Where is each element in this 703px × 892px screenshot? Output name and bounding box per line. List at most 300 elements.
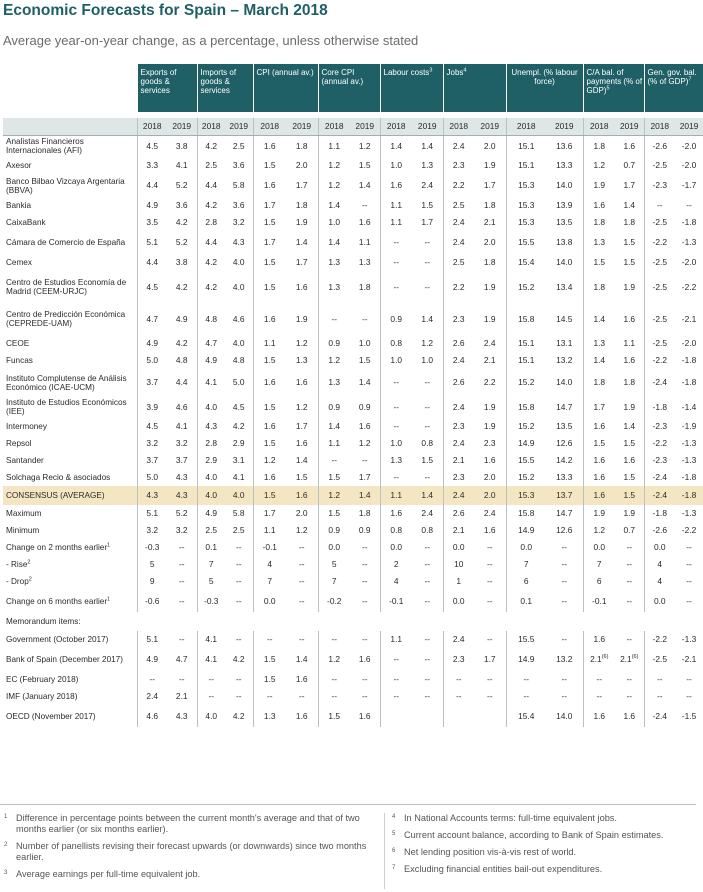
data-cell: 1.2 [358,438,371,448]
forecaster-row [3,197,703,214]
data-cell: -2.4 [644,486,675,505]
data-cell: -- [298,595,305,606]
year-header-cell: 2018 [253,118,286,135]
data-cell: -- [506,688,546,705]
data-cell: 6 [583,573,615,590]
row-label [3,369,137,396]
footnote [392,830,692,841]
data-cell [412,705,443,727]
data-cell: 1.1 [380,486,412,505]
data-cell: -2.2 [644,352,675,369]
data-cell: 4.0 [197,705,225,727]
data-cell: 0.8 [421,525,434,535]
data-cell: 4.2 [232,654,245,664]
data-cell: -2.0 [681,257,697,267]
row-label-text: Bank of Spain (December 2017) [6,655,123,664]
data-cell: 1.0 [318,214,350,231]
footnote-mark: 1 [107,542,111,549]
data-cell: -2.2 [644,631,675,648]
data-cell: 1.2 [295,401,308,412]
data-cell: 2.0 [474,486,506,505]
forecaster-row [3,231,703,254]
data-cell: 13.3 [556,472,573,482]
data-cell: 13.5 [556,421,573,431]
data-cell: -- [486,559,493,569]
year-header-cell: 2019 [350,118,380,135]
data-cell: 2.5 [197,157,225,174]
data-cell: -- [235,559,242,569]
footnote-mark: 4 [463,67,467,74]
forecaster-row [3,452,703,469]
data-cell: -- [298,542,305,552]
footnotes-left [4,813,374,886]
data-cell: -2.5 [644,335,675,352]
data-cell: 0.9 [380,303,412,335]
data-cell: 1.6 [380,505,412,522]
data-cell: 1.6 [295,281,308,292]
data-cell: 2.0 [483,237,496,247]
data-cell: 15.1 [506,352,546,369]
data-cell: -- [380,254,412,271]
data-cell: -- [506,671,546,688]
row-label [3,671,137,688]
data-cell: -- [486,634,493,644]
data-cell: -- [626,595,633,606]
data-cell: 4.3 [175,710,188,721]
data-cell: 0.9 [358,525,371,535]
data-cell: 1.3 [358,257,371,267]
data-cell: 1.4 [358,377,371,387]
data-cell: 1.4 [623,421,636,431]
data-cell: -- [626,576,633,586]
data-cell: 4.0 [197,469,225,486]
data-cell: 2.6 [443,335,474,352]
data-cell: 0.0 [318,539,350,556]
data-cell: 1.6 [623,140,636,151]
data-cell: 15.2 [506,369,546,396]
data-cell: 1.4 [295,237,308,247]
data-cell: 1.6 [358,217,371,227]
data-cell: 1.5 [253,254,286,271]
row-label [3,254,137,271]
row-label [3,688,137,705]
data-cell: -2.2 [644,231,675,254]
data-cell: 2.1 [443,522,474,539]
data-cell: 1.5 [253,486,286,505]
row-label-text: Intermoney [6,422,47,431]
data-cell: 4 [644,556,675,573]
data-cell: -1.8 [681,472,697,482]
data-cell: 1.4 [295,654,308,664]
data-cell: 4.9 [197,505,225,522]
year-header-cell: 2019 [225,118,253,135]
data-cell: 2.9 [197,452,225,469]
data-cell: 15.1 [506,135,546,157]
data-cell: 3.9 [137,396,167,418]
data-cell: 0.9 [318,335,350,352]
data-cell: 0.0 [443,539,474,556]
data-cell: 1.6 [380,174,412,197]
data-cell: 1.8 [295,200,308,210]
data-cell: 4.5 [137,271,167,303]
data-cell: 4.2 [175,338,188,348]
data-cell: 1.9 [623,281,636,292]
data-cell: 1.3 [583,335,615,352]
data-cell: 7 [583,556,615,573]
data-cell: -- [235,691,242,701]
data-cell: 1 [443,573,474,590]
data-cell: 15.3 [506,486,546,505]
column-group-label: C/A bal. of payments (% of GDP) [586,68,643,95]
data-cell: 4.3 [232,237,245,247]
data-cell: 1.0 [421,355,434,365]
footnote-mark: 4 [392,814,396,820]
row-label-text: Instituto Complutense de Análisis Económico (ICAE-UCM) [6,373,127,392]
data-cell: 1.9 [483,401,496,412]
data-cell: -- [197,671,225,688]
row-label-text: Bankia [6,201,32,210]
data-cell: 1.1 [380,631,412,648]
summary-row [3,573,703,590]
footnote [392,847,692,858]
data-cell: 1.6 [295,674,308,684]
data-cell: 1.6 [253,469,286,486]
data-cell: 4 [380,573,412,590]
row-label-text: Banco Bilbao Vizcaya Argentaria (BBVA) [6,176,125,195]
data-cell: 2.4 [483,338,496,348]
data-cell: 2.4 [421,180,434,190]
forecaster-row [3,418,703,435]
data-cell: 2.5 [443,197,474,214]
footnote [4,869,374,880]
footnote-mark: 5 [392,831,396,837]
footnote-text: Excluding financial entities bail-out expenditures. [404,864,603,874]
data-cell: -- [443,671,474,688]
data-cell: 13.7 [546,486,583,505]
data-cell: 15.5 [506,231,546,254]
data-cell: -- [486,691,493,701]
data-cell: 13.6 [556,140,573,151]
data-cell: 15.5 [506,631,546,648]
row-label-text: Minimum [6,526,40,535]
memo-heading [3,612,703,631]
data-cell: 3.7 [137,369,167,396]
data-cell [443,705,474,727]
data-cell: 1.9 [623,508,636,518]
data-cell: 2.0 [483,140,496,151]
forecaster-row [3,254,703,271]
data-cell: -- [318,688,350,705]
data-cell: -1.8 [681,355,697,365]
data-cell: 2.3 [443,469,474,486]
data-cell: 1.0 [358,338,371,348]
data-cell: 1.5 [253,435,286,452]
data-cell: 6 [506,573,546,590]
data-cell: 4.2 [197,271,225,303]
data-cell: 1.2 [583,522,615,539]
row-label-text: Centro de Estudios Economía de Madrid (CEEM-URJC) [6,278,127,296]
footnote-mark: 2 [28,576,32,583]
row-label-text: Instituto de Estudios Económicos (IEE) [6,398,127,416]
footnote-divider [384,813,385,889]
footnote-mark: 7 [392,865,396,871]
row-label [3,469,137,486]
data-cell: 2.0 [295,508,308,518]
row-label [3,505,137,522]
data-cell: 15.3 [506,214,546,231]
data-cell: -0.2 [318,590,350,612]
data-cell: 1.1 [380,197,412,214]
data-cell: -- [424,691,431,701]
data-cell: 4 [644,573,675,590]
footnote-mark: 6 [392,848,396,854]
data-cell: 2.0 [483,472,496,482]
data-cell: 4.7 [137,303,167,335]
year-header-cell: 2019 [286,118,318,135]
row-label [3,303,137,335]
row-label [3,573,137,590]
data-cell: 1.1 [318,435,350,452]
row-label [3,631,137,648]
year-header-cell: 2018 [197,118,225,135]
row-label [3,435,137,452]
column-group-label: Core CPI (annual av.) [321,68,364,86]
forecaster-row [3,214,703,231]
data-cell: 2.4 [421,508,434,518]
data-cell: -- [298,634,305,644]
data-cell: 5.2 [175,508,188,518]
data-cell: 1.5 [615,486,644,505]
data-cell: 4.6 [175,401,188,412]
year-row [3,118,703,135]
row-label-text: CaixaBank [6,218,46,227]
forecaster-row [3,157,703,174]
data-cell: 1.6 [358,421,371,431]
data-cell: 1.7 [253,231,286,254]
data-cell: 4.3 [167,486,197,505]
data-cell [380,705,412,727]
year-header-cell: 2018 [137,118,167,135]
data-cell: -2.5 [644,214,675,231]
data-cell: -- [318,303,350,335]
data-cell: 4.4 [197,231,225,254]
data-cell: -- [361,455,368,465]
data-cell: 7 [506,556,546,573]
data-cell: 5.8 [232,508,245,518]
data-cell: -- [197,688,225,705]
data-cell: -2.1 [681,654,697,664]
data-cell: 2.3 [443,648,474,671]
data-cell: -1.3 [681,237,697,247]
data-cell: -1.8 [644,505,675,522]
data-cell: -- [380,396,412,418]
row-label-text: Analistas Financieros Internacionales (AFI) [6,137,84,156]
data-cell: 13.2 [556,355,573,365]
data-cell: 1.0 [380,157,412,174]
data-cell: -- [235,595,242,606]
data-cell: 1.7 [295,180,308,190]
row-label-text: Cámara de Comercio de España [6,238,126,247]
data-cell: -1.3 [681,455,697,465]
data-cell: 1.4 [358,180,371,190]
data-cell: -- [318,671,350,688]
data-cell: 5 [197,573,225,590]
data-cell: 12.6 [556,438,573,448]
row-label-text: Funcas [6,356,33,365]
data-cell: 4.8 [197,303,225,335]
header-blank-cell [3,64,137,112]
data-cell: 4.3 [197,418,225,435]
data-cell: 15.4 [506,254,546,271]
row-label-text: EC (February 2018) [6,675,79,684]
footnote-mark: 7 [688,76,692,83]
column-group-header [197,64,253,112]
data-cell: 13.9 [556,200,573,210]
data-cell: 7 [253,573,286,590]
data-cell: 5.2 [175,180,188,190]
data-cell: 15.2 [506,469,546,486]
data-cell: 2.5 [443,254,474,271]
data-cell: 5.1 [137,631,167,648]
data-cell: 0.8 [380,335,412,352]
data-cell: 15.3 [506,197,546,214]
forecaster-row [3,174,703,197]
data-cell: -1.3 [681,508,697,518]
data-cell: 1.2 [421,338,434,348]
data-cell: -- [644,671,675,688]
data-cell: 1.5 [318,469,350,486]
data-cell: 12.6 [556,525,573,535]
row-label [3,352,137,369]
footnote [4,813,374,835]
data-cell: 1.2 [358,140,371,151]
row-label [3,271,137,303]
row-label-text: Repsol [6,439,32,448]
row-label [3,396,137,418]
memo-row [3,705,703,727]
row-label [3,135,137,157]
data-cell: -- [178,542,185,552]
data-cell: 3.2 [175,525,188,535]
data-cell: -- [178,634,185,644]
row-label-text: Centro de Predicción Económica (CEPREDE-UAM) [6,310,126,328]
data-cell: 1.5 [623,438,636,448]
data-cell: -- [626,542,633,552]
column-group-label: Imports of goods & services [200,68,237,95]
column-group-header [137,64,197,112]
data-cell: -- [298,691,305,701]
data-cell: -2.5 [644,648,675,671]
data-cell: 4.2 [197,197,225,214]
data-cell: 4.1 [197,369,225,396]
data-cell: 1.1 [380,214,412,231]
data-cell: 4.7 [175,654,188,664]
row-label [3,418,137,435]
data-cell: 1.2 [253,452,286,469]
data-cell: 1.9 [583,174,615,197]
data-cell: 1.3 [318,254,350,271]
data-cell: 1.5 [583,254,615,271]
data-cell: 1.8 [583,214,615,231]
data-cell: 1.9 [483,421,496,431]
data-cell: -- [424,542,431,552]
data-cell: 4.1 [197,648,225,671]
data-cell: 4.9 [137,335,167,352]
footnote [392,864,692,875]
data-cell: 1.3 [253,705,286,727]
data-cell: -2.0 [681,338,697,348]
footnote [4,841,374,863]
data-cell: 1.4 [318,197,350,214]
data-cell: -- [424,421,431,431]
data-cell: 1.6 [295,438,308,448]
data-cell: 1.8 [483,200,496,210]
data-cell: 1.1 [358,237,371,247]
data-cell: 15.2 [506,271,546,303]
data-cell: 2.3 [443,303,474,335]
data-cell: -1.5 [681,710,697,721]
consensus-row [3,486,703,505]
data-cell: -- [235,674,242,684]
data-cell: 4.0 [232,338,245,348]
data-cell: 7 [197,556,225,573]
data-cell: 3.6 [232,200,245,210]
data-cell: 0.0 [644,539,675,556]
data-cell: 13.4 [556,281,573,292]
data-cell: 4.6 [232,313,245,324]
data-cell: 2 [380,556,412,573]
data-cell: 14.0 [556,377,573,387]
data-cell: 1.8 [483,257,496,267]
data-cell: -0.6 [137,590,167,612]
data-cell: 1.5 [421,200,434,210]
data-cell: 1.7 [358,472,371,482]
footnotes [0,804,696,892]
data-cell: 4.0 [232,281,245,292]
data-cell: -- [298,559,305,569]
data-cell: -- [561,674,568,684]
data-cell: 1.5 [583,435,615,452]
data-cell: 3.8 [175,140,188,151]
data-cell: 0.0 [443,590,474,612]
year-header-cell: 2018 [380,118,412,135]
data-cell: -- [380,469,412,486]
data-cell: 1.6 [295,377,308,387]
data-cell: 1.3 [295,355,308,365]
data-cell: 5.0 [137,469,167,486]
memo-row [3,688,703,705]
data-cell: 4.1 [175,421,188,431]
row-label [3,590,137,612]
data-cell: 0.9 [318,522,350,539]
data-cell: 2.2 [483,377,496,387]
memo-heading-row [3,612,703,631]
data-cell: -- [443,688,474,705]
data-cell: -- [298,576,305,586]
data-cell: 1.5 [623,472,636,482]
summary-row [3,522,703,539]
data-cell: -- [253,631,286,648]
data-cell: 3.7 [175,455,188,465]
year-header-cell: 2019 [167,118,197,135]
column-group-label: Unempl. (% labour force) [511,68,578,86]
footnote-text: Net lending position vis-à-vis rest of world. [404,847,577,857]
data-cell: -- [686,542,692,552]
data-cell: 1.5 [253,157,286,174]
data-cell: 2.8 [197,214,225,231]
data-cell: -- [626,674,633,684]
memo-row [3,648,703,671]
